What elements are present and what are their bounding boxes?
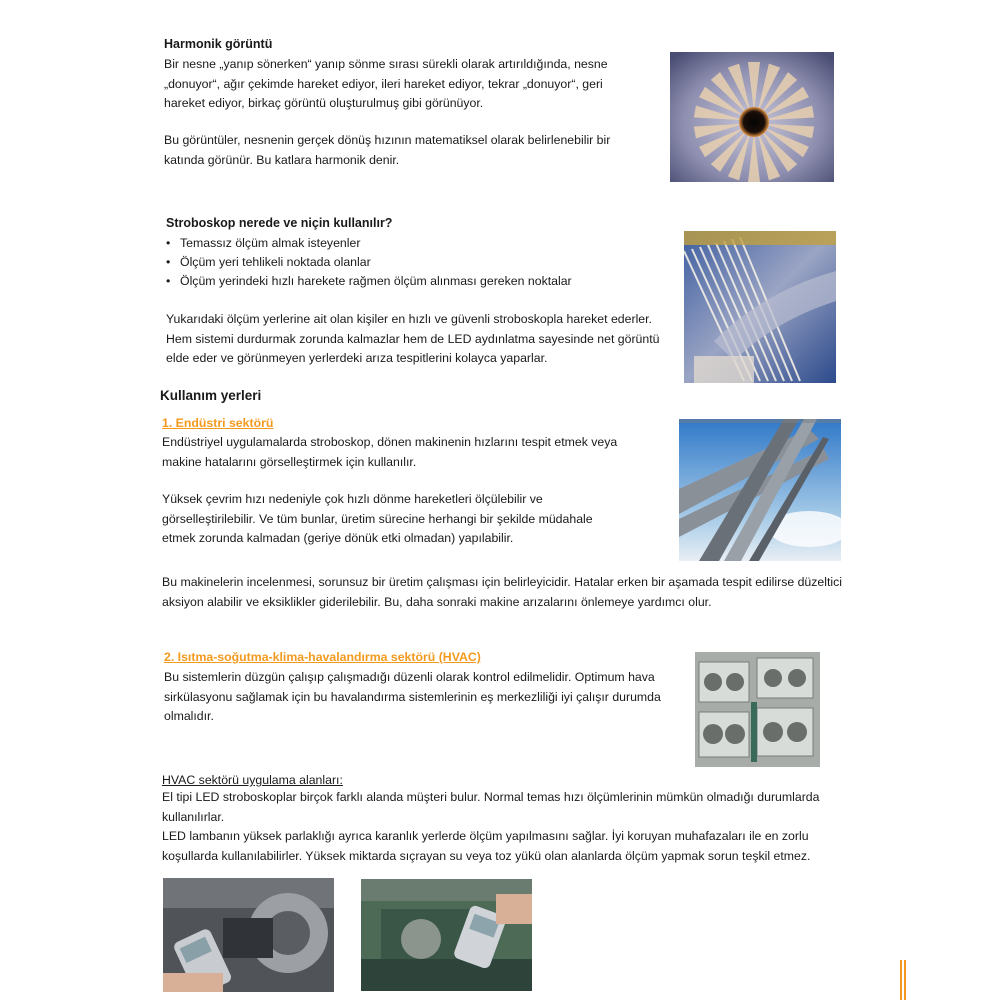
where-used-title: Stroboskop nerede ve niçin kullanılır? xyxy=(166,216,393,230)
industry-paragraph-1: Endüstriyel uygulamalarda stroboskop, dönen makinenin hızlarını tespit etmek veya makine hatalarını görselleştirmek için kullanılır. xyxy=(162,435,618,469)
list-item: • Temassız ölçüm almak isteyenler xyxy=(166,234,646,253)
lathe-measurement-photo-2 xyxy=(361,879,532,991)
where-used-list xyxy=(166,234,646,292)
hvac-units-photo xyxy=(695,652,820,767)
list-item: • Ölçüm yeri tehlikeli noktada olanlar xyxy=(166,253,646,272)
textile-machine-photo xyxy=(684,231,836,383)
decorative-rule xyxy=(904,960,906,1000)
hvac-title: 2. Isıtma-soğutma-klima-havalandırma sektörü (HVAC) xyxy=(164,650,481,664)
industry-paragraph-3: Bu makinelerin incelenmesi, sorunsuz bir üretim çalışması için belirleyicidir. Hatalar erken bir aşamada tespit edilirse düzeltici aksiyon alabilir ve eksiklikler giderilebilir. Bu, daha sonraki makine arızalarını önlemeye yardımcı olur. xyxy=(162,575,843,609)
harmonic-title: Harmonik görüntü xyxy=(164,37,273,51)
harmonic-paragraph-2: Bu görüntüler, nesnenin gerçek dönüş hızının matematiksel olarak belirlenebilir bir katında görünür. Bu katlara harmonik denir. xyxy=(164,133,611,167)
industry-paragraph-2: Yüksek çevrim hızı nedeniyle çok hızlı dönme hareketleri ölçülebilir ve görselleştirilebilir. Ve tüm bunlar, üretim sürecine herhangi bir şekilde müdahale etmek zorunda kalmadan (geriye dönük etki olmadan) yapılabilir. xyxy=(162,492,593,545)
decorative-rule xyxy=(900,960,902,1000)
strobe-fan-photo xyxy=(670,52,834,182)
hvac-paragraph-1: Bu sistemlerin düzgün çalışıp çalışmadığı düzenli olarak kontrol edilmelidir. Optimum hava sirkülasyonu sağlamak için bu havalandırma sistemlerinin eş merkezliliği iyi çalışır durumda olmalıdır. xyxy=(164,670,661,723)
lathe-measurement-photo-1 xyxy=(163,878,334,992)
hvac-paragraph-2: El tipi LED stroboskoplar birçok farklı alanda müşteri bulur. Normal temas hızı ölçümlerinin mümkün olmadığı durumlarda kullanılırlar. LED lambanın yüksek parlaklığı ayrıca karanlık yerlerde ölçüm yapılmasını sağlar. İyi koruyan muhafazaları ile en zorlu koşullarda kullanılabilirler. Yüksek miktarda sıçrayan su veya toz yükü olan alanlarda ölçüm yapmak sorun teşkil etmez. xyxy=(162,790,820,863)
harmonic-paragraph-1: Bir nesne „yanıp sönerken“ yanıp sönme sırası sürekli olarak artırıldığında, nesne „donuyor“, ağır çekimde hareket ediyor, ileri hareket ediyor, tekrar „donuyor“, geri hareket ediyor, birkaç görüntü oluşturulmuş gibi görünüyor. xyxy=(164,57,608,110)
industrial-pipes-photo xyxy=(679,419,841,561)
usage-title: Kullanım yerleri xyxy=(160,388,262,403)
where-used-paragraph: Yukarıdaki ölçüm yerlerine ait olan kişiler en hızlı ve güvenli stroboskopla hareket ederler. Hem sistemi durdurmak zorunda kalmazlar hem de LED aydınlatma sayesinde net görüntü elde eder ve görünmeyen yerlerdeki arıza tespitlerini kolayca yaparlar. xyxy=(166,312,660,365)
industry-title: 1. Endüstri sektörü xyxy=(162,416,274,430)
list-item: • Ölçüm yerindeki hızlı harekete rağmen ölçüm alınması gereken noktalar xyxy=(166,272,646,291)
hvac-areas-title: HVAC sektörü uygulama alanları: xyxy=(162,773,343,787)
